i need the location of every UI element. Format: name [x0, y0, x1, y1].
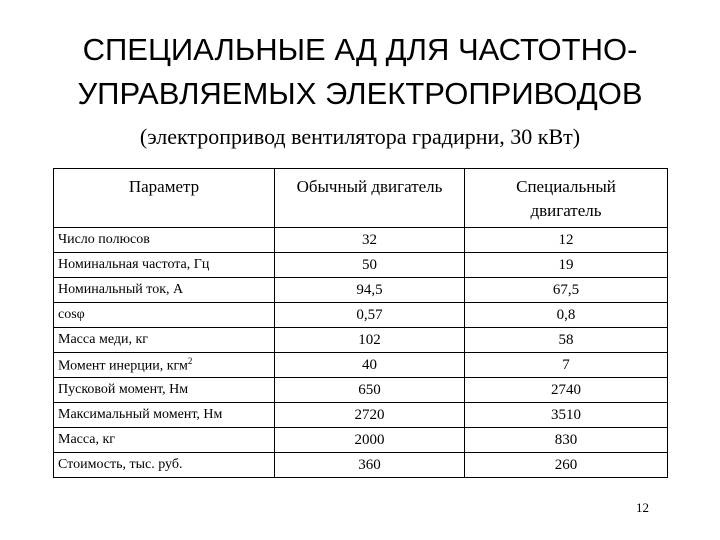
- row-special-value: 3510: [465, 403, 668, 428]
- row-param: Номинальная частота, Гц: [54, 253, 275, 278]
- slide-title-line-2: УПРАВЛЯЕМЫХ ЭЛЕКТРОПРИВОДОВ: [77, 76, 643, 111]
- row-param: cosφ: [54, 303, 275, 328]
- header-parameter: Параметр: [54, 169, 275, 228]
- row-special-value: 67,5: [465, 278, 668, 303]
- table-row: [54, 353, 668, 378]
- row-ordinary-value: 360: [275, 453, 465, 478]
- table-row: [54, 253, 668, 278]
- table-row: [54, 278, 668, 303]
- table-row: [54, 228, 668, 253]
- row-ordinary-value: 2720: [275, 403, 465, 428]
- header-special-motor: Специальный двигатель: [465, 169, 668, 228]
- slide-title-line-1: СПЕЦИАЛЬНЫЕ АД ДЛЯ ЧАСТОТНО-: [82, 32, 638, 67]
- row-param: Номинальный ток, А: [54, 278, 275, 303]
- row-param: Пусковой момент, Нм: [54, 378, 275, 403]
- row-ordinary-value: 102: [275, 328, 465, 353]
- row-ordinary-value: 0,57: [275, 303, 465, 328]
- row-ordinary-value: 2000: [275, 428, 465, 453]
- row-param: Стоимость, тыс. руб.: [54, 453, 275, 478]
- header-ordinary-motor: Обычный двигатель: [275, 169, 465, 228]
- row-ordinary-value: 32: [275, 228, 465, 253]
- row-ordinary-value: 94,5: [275, 278, 465, 303]
- row-param: Масса, кг: [54, 428, 275, 453]
- row-param: Масса меди, кг: [54, 328, 275, 353]
- table-row: [54, 403, 668, 428]
- row-param: Число полюсов: [54, 228, 275, 253]
- row-param: Момент инерции, кгм: [58, 358, 188, 374]
- row-special-value: 19: [465, 253, 668, 278]
- slide-title: [0, 28, 720, 116]
- table-row: [54, 453, 668, 478]
- slide-subtitle: (электропривод вентилятора градирни, 30 кВт): [139, 124, 581, 149]
- table-row: [54, 428, 668, 453]
- row-ordinary-value: 650: [275, 378, 465, 403]
- table-row: [54, 303, 668, 328]
- row-special-value: 7: [465, 353, 668, 378]
- row-ordinary-value: 40: [275, 353, 465, 378]
- row-param: Максимальный момент, Нм: [54, 403, 275, 428]
- row-special-value: 58: [465, 328, 668, 353]
- row-param-superscript: 2: [187, 355, 193, 366]
- row-special-value: 830: [465, 428, 668, 453]
- table-row: [54, 378, 668, 403]
- table-header-row: [54, 169, 668, 228]
- table-row: [54, 328, 668, 353]
- page-number: 12: [636, 500, 649, 515]
- row-special-value: 12: [465, 228, 668, 253]
- row-special-value: 260: [465, 453, 668, 478]
- row-special-value: 2740: [465, 378, 668, 403]
- row-special-value: 0,8: [465, 303, 668, 328]
- parameters-table: [53, 168, 668, 478]
- row-param-cell: [54, 353, 275, 378]
- row-ordinary-value: 50: [275, 253, 465, 278]
